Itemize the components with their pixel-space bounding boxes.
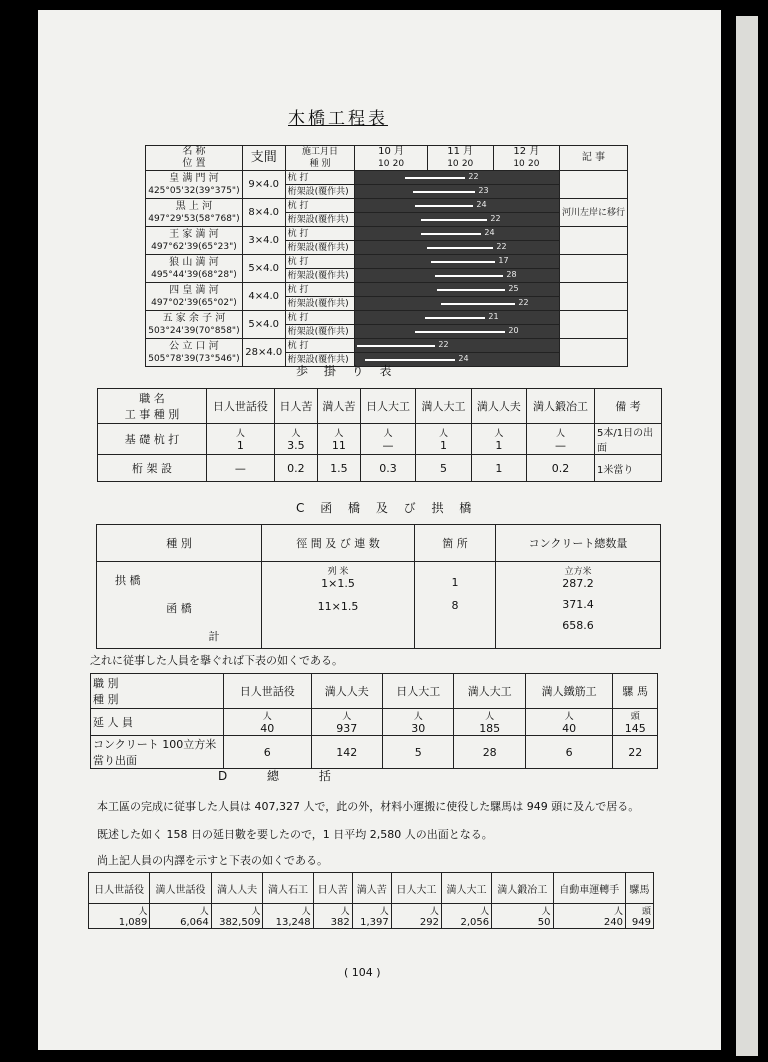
b-cell-value: 1 bbox=[439, 439, 447, 452]
unit-mark: 頭 bbox=[641, 907, 651, 917]
d-cell-value: 1,397 bbox=[360, 917, 389, 928]
gantt-bar bbox=[425, 317, 485, 319]
d-header-col: 日人世話役 bbox=[89, 873, 150, 904]
b-header-col: 備 考 bbox=[595, 389, 662, 424]
table-row bbox=[98, 455, 662, 482]
b-header-col: 満人人夫 bbox=[471, 389, 526, 424]
bridge-span: 8×4.0 bbox=[242, 199, 285, 227]
b-row-name: 基 礎 杭 打 bbox=[98, 424, 207, 455]
d-cell bbox=[313, 904, 352, 929]
gantt-cell bbox=[355, 269, 560, 283]
remark: 河川左岸に移行 bbox=[559, 199, 627, 227]
gantt-bar bbox=[435, 275, 503, 277]
d-header-col: 満人鍛冶工 bbox=[492, 873, 553, 904]
bridge-name: 狼 山 満 河 bbox=[169, 256, 219, 268]
c2-cell bbox=[382, 709, 453, 736]
gantt-bar-label: 17 bbox=[498, 256, 509, 265]
work-type: 桁架設(覆作共) bbox=[285, 353, 355, 367]
b-header-col: 満人大工 bbox=[416, 389, 471, 424]
b-header-col: 日人苦 bbox=[274, 389, 317, 424]
gantt-cell bbox=[355, 325, 560, 339]
c2-header-col: 満人人夫 bbox=[311, 674, 382, 709]
work-type: 杭 打 bbox=[285, 227, 355, 241]
c2-cell bbox=[525, 736, 613, 769]
gantt-bar-label: 20 bbox=[508, 326, 519, 335]
gantt-bar bbox=[413, 191, 475, 193]
b-cell-value: 1 bbox=[236, 439, 244, 452]
d-header-col: 日人苦 bbox=[313, 873, 352, 904]
gantt-bar bbox=[437, 289, 505, 291]
gantt-bar bbox=[365, 359, 455, 361]
unit-mark: 人 bbox=[438, 429, 448, 439]
gantt-bar-label: 22 bbox=[518, 298, 529, 307]
gantt-cell bbox=[355, 311, 560, 325]
b-cell-value: 3.5 bbox=[287, 439, 305, 452]
schedule-row bbox=[146, 171, 628, 185]
b-cell-value: — bbox=[555, 439, 567, 452]
bridge-name: 王 家 満 河 bbox=[169, 228, 219, 240]
c-row-name: 函 橋 bbox=[166, 602, 192, 615]
d-cell bbox=[352, 904, 391, 929]
page-title: 木橋工程表 bbox=[288, 109, 388, 129]
b-cell-value: — bbox=[234, 461, 246, 475]
unit-mark: 人 bbox=[199, 907, 209, 917]
b-cell-value: 0.3 bbox=[379, 461, 397, 475]
schedule-row bbox=[146, 283, 628, 297]
work-type: 桁架設(覆作共) bbox=[285, 269, 355, 283]
d-cell bbox=[211, 904, 263, 929]
summary-paragraph-2: 既述した如く 158 日の延日數を要したので，1 日平均 2,580 人の出面となる。 bbox=[97, 828, 493, 841]
work-type: 桁架設(覆作共) bbox=[285, 241, 355, 255]
gantt-bar-label: 22 bbox=[468, 172, 479, 181]
c2-cell-value: 142 bbox=[336, 745, 358, 759]
c2-header-col: 満人鐵筋工 bbox=[525, 674, 613, 709]
unit-mark: 人 bbox=[334, 429, 344, 439]
c-row-name: 拱 橋 bbox=[115, 574, 141, 587]
bridge-location: 495°44'39(68°28") bbox=[151, 269, 237, 280]
unit-mark: 人 bbox=[342, 712, 352, 722]
b-cell bbox=[274, 455, 317, 482]
d-cell bbox=[150, 904, 211, 929]
gantt-bar bbox=[357, 345, 435, 347]
unit-mark: 頭 bbox=[630, 712, 640, 722]
c2-cell-value: 5 bbox=[414, 745, 422, 759]
b-cell bbox=[416, 455, 471, 482]
b-header-col: 日人世話役 bbox=[207, 389, 275, 424]
bridge-name: 黒 上 河 bbox=[175, 200, 213, 212]
gantt-bar-label: 22 bbox=[496, 242, 507, 251]
unit-mark: 人 bbox=[301, 907, 311, 917]
d-cell-value: 50 bbox=[537, 917, 551, 928]
gantt-cell bbox=[355, 339, 560, 353]
unit-mark: 人 bbox=[429, 907, 439, 917]
gantt-cell bbox=[355, 255, 560, 269]
b-note: 1米當り bbox=[595, 455, 662, 482]
c2-cell bbox=[382, 736, 453, 769]
bridge-location: 497°62'39(65°23") bbox=[151, 241, 237, 252]
b-cell bbox=[416, 424, 471, 455]
bridge-location: 497°02'39(65°02") bbox=[151, 297, 237, 308]
bridge-name-cell bbox=[146, 227, 243, 255]
section-b-table bbox=[97, 388, 662, 482]
b-cell-value: — bbox=[382, 439, 394, 452]
b-cell-value: 0.2 bbox=[287, 461, 305, 475]
section-c2-table bbox=[90, 673, 658, 769]
schedule-table bbox=[145, 145, 628, 367]
d-header-col: 満人世話役 bbox=[150, 873, 211, 904]
c-row-qtys bbox=[496, 562, 661, 649]
b-cell-value: 1 bbox=[495, 461, 503, 475]
bridge-name: 四 皇 満 河 bbox=[169, 284, 219, 296]
c2-header-col: 騾 馬 bbox=[613, 674, 658, 709]
gantt-bar bbox=[421, 233, 481, 235]
page-number: ( 104 ) bbox=[344, 966, 381, 979]
d-cell-value: 382,509 bbox=[219, 917, 261, 928]
d-header-col: 満人人夫 bbox=[211, 873, 263, 904]
section-c-intro: 之れに従事した人員を擧ぐれば下表の如くである。 bbox=[90, 654, 343, 667]
gantt-bar-label: 24 bbox=[458, 354, 469, 363]
unit-mark: 人 bbox=[262, 712, 272, 722]
sched-header-remarks: 記 事 bbox=[559, 146, 627, 171]
c-total-label: 計 bbox=[208, 630, 220, 643]
remark bbox=[559, 171, 627, 199]
gantt-bar bbox=[405, 177, 465, 179]
c2-cell bbox=[613, 736, 658, 769]
gantt-bar-label: 22 bbox=[438, 340, 449, 349]
section-d-table bbox=[88, 872, 654, 929]
table-row bbox=[91, 709, 658, 736]
b-cell bbox=[527, 424, 595, 455]
c2-cell-value: 22 bbox=[628, 745, 643, 759]
remark bbox=[559, 227, 627, 255]
bridge-name: 公 立 口 河 bbox=[169, 340, 219, 352]
c2-cell-value: 185 bbox=[479, 722, 501, 735]
gantt-cell bbox=[355, 185, 560, 199]
bridge-location: 497°29'53(58°768") bbox=[148, 213, 240, 224]
remark bbox=[559, 255, 627, 283]
table-row bbox=[98, 424, 662, 455]
d-cell bbox=[441, 904, 491, 929]
unit-mark: 人 bbox=[564, 712, 574, 722]
d-cell bbox=[89, 904, 150, 929]
d-cell bbox=[626, 904, 654, 929]
b-note: 5本/1日の出面 bbox=[595, 424, 662, 455]
gantt-bar-label: 24 bbox=[484, 228, 495, 237]
gantt-bar-label: 25 bbox=[508, 284, 519, 293]
d-cell-value: 292 bbox=[419, 917, 439, 928]
gantt-cell bbox=[355, 227, 560, 241]
b-header-col: 満人鍛冶工 bbox=[527, 389, 595, 424]
c2-cell bbox=[224, 736, 312, 769]
unit-mark: 人 bbox=[383, 429, 393, 439]
b-cell bbox=[207, 455, 275, 482]
work-type: 杭 打 bbox=[285, 311, 355, 325]
gantt-cell bbox=[355, 297, 560, 311]
bridge-name-cell bbox=[146, 311, 243, 339]
gantt-cell bbox=[355, 241, 560, 255]
d-header-col: 騾馬 bbox=[626, 873, 654, 904]
sched-header-work: 施工月日 種 別 bbox=[285, 146, 355, 171]
c2-cell-value: 937 bbox=[336, 722, 358, 735]
work-type: 杭 打 bbox=[285, 283, 355, 297]
c-unit-qty: 立方米 bbox=[564, 567, 592, 577]
b-cell-value: 1 bbox=[495, 439, 503, 452]
b-header-type: 職 名 工 事 種 別 bbox=[98, 389, 207, 424]
bridge-name: 五 家 余 子 河 bbox=[162, 312, 226, 324]
gantt-cell bbox=[355, 171, 560, 185]
section-d-title: D 總 括 bbox=[218, 769, 349, 783]
gantt-bar-label: 23 bbox=[478, 186, 489, 195]
bridge-span: 5×4.0 bbox=[242, 255, 285, 283]
d-header-col: 自動車運轉手 bbox=[553, 873, 626, 904]
unit-mark: 人 bbox=[235, 429, 245, 439]
b-header-col: 満人苦 bbox=[317, 389, 360, 424]
gantt-bar-label: 21 bbox=[488, 312, 499, 321]
b-cell bbox=[471, 455, 526, 482]
c-qty-value: 287.2 bbox=[562, 577, 594, 590]
c2-cell-value: 6 bbox=[263, 745, 271, 759]
gantt-bar-label: 24 bbox=[476, 200, 487, 209]
d-header-col: 満人石工 bbox=[263, 873, 313, 904]
c2-cell bbox=[311, 736, 382, 769]
unit-mark: 人 bbox=[556, 429, 566, 439]
c-row-counts bbox=[415, 562, 496, 649]
bridge-span: 3×4.0 bbox=[242, 227, 285, 255]
c-header-count: 箇 所 bbox=[415, 525, 496, 562]
b-cell-value: 5 bbox=[439, 461, 447, 475]
bridge-span: 5×4.0 bbox=[242, 311, 285, 339]
d-cell-value: 13,248 bbox=[275, 917, 311, 928]
bridge-name-cell bbox=[146, 171, 243, 199]
gantt-cell bbox=[355, 199, 560, 213]
b-cell bbox=[207, 424, 275, 455]
schedule-row bbox=[146, 199, 628, 213]
table-row bbox=[91, 736, 658, 769]
remark bbox=[559, 339, 627, 367]
gantt-bar bbox=[427, 247, 493, 249]
bridge-location: 505°78'39(73°546") bbox=[148, 353, 240, 364]
gantt-bar bbox=[431, 261, 495, 263]
c2-cell bbox=[613, 709, 658, 736]
d-cell-value: 949 bbox=[631, 917, 651, 928]
gantt-bar-label: 22 bbox=[490, 214, 501, 223]
unit-mark: 人 bbox=[480, 907, 490, 917]
b-cell-value: 1.5 bbox=[330, 461, 348, 475]
c-count-value: 1 bbox=[451, 576, 459, 589]
bridge-name: 皇 满 門 河 bbox=[169, 172, 219, 184]
c-total-value: 658.6 bbox=[562, 619, 594, 632]
c2-cell-value: 40 bbox=[260, 722, 275, 735]
b-cell-value: 11 bbox=[331, 439, 346, 452]
d-cell-value: 1,089 bbox=[118, 917, 148, 928]
bridge-location: 425°05'32(39°375") bbox=[148, 185, 240, 196]
d-cell bbox=[263, 904, 313, 929]
c-header-span: 徑 間 及 び 連 数 bbox=[262, 525, 415, 562]
gantt-cell bbox=[355, 213, 560, 227]
d-header-col: 日人大工 bbox=[391, 873, 441, 904]
c-unit-span: 列 米 bbox=[327, 567, 349, 577]
b-cell bbox=[360, 455, 415, 482]
summary-paragraph-1: 本工區の完成に従事した人員は 407,327 人で，此の外，材料小運搬に使役した騾馬は 949 頭に及んで居る。 bbox=[97, 800, 640, 813]
c2-cell-value: 145 bbox=[624, 722, 646, 735]
c2-cell bbox=[454, 736, 525, 769]
gantt-bar-label: 28 bbox=[506, 270, 517, 279]
b-cell bbox=[360, 424, 415, 455]
schedule-row bbox=[146, 339, 628, 353]
section-c-title: C 函 橋 及 び 拱 橋 bbox=[296, 501, 478, 515]
work-type: 杭 打 bbox=[285, 255, 355, 269]
gantt-bar bbox=[441, 303, 515, 305]
b-cell-value: 0.2 bbox=[551, 461, 570, 475]
unit-mark: 人 bbox=[379, 907, 389, 917]
b-cell bbox=[274, 424, 317, 455]
gantt-bar bbox=[415, 331, 505, 333]
gantt-bar bbox=[421, 219, 487, 221]
bridge-span: 9×4.0 bbox=[242, 171, 285, 199]
sched-header-name: 名 称 位 置 bbox=[146, 146, 243, 171]
b-cell bbox=[317, 424, 360, 455]
d-cell-value: 382 bbox=[330, 917, 350, 928]
work-type: 杭 打 bbox=[285, 199, 355, 213]
b-row-name: 桁 架 設 bbox=[98, 455, 207, 482]
schedule-row bbox=[146, 227, 628, 241]
c-qty-value: 371.4 bbox=[562, 598, 594, 611]
page-edge bbox=[736, 16, 758, 1056]
b-cell bbox=[471, 424, 526, 455]
work-type: 桁架設(覆作共) bbox=[285, 213, 355, 227]
c2-header-col: 満人大工 bbox=[454, 674, 525, 709]
c2-cell-value: 28 bbox=[482, 745, 497, 759]
c2-header-type: 職 別 種 別 bbox=[91, 674, 224, 709]
c2-cell-value: 6 bbox=[565, 745, 573, 759]
schedule-row bbox=[146, 255, 628, 269]
schedule-row bbox=[146, 311, 628, 325]
c-span-value: 11×1.5 bbox=[317, 600, 359, 613]
d-cell-value: 240 bbox=[603, 917, 624, 928]
bridge-span: 4×4.0 bbox=[242, 283, 285, 311]
gantt-bar bbox=[415, 205, 473, 207]
bridge-span: 28×4.0 bbox=[242, 339, 285, 367]
c2-cell bbox=[525, 709, 613, 736]
summary-paragraph-3: 尚上記人員の内譯を示すと下表の如くである。 bbox=[97, 854, 328, 867]
d-cell-value: 2,056 bbox=[460, 917, 490, 928]
c2-cell-value: 40 bbox=[562, 722, 577, 735]
unit-mark: 人 bbox=[251, 907, 261, 917]
sched-header-span: 支間 bbox=[242, 146, 285, 171]
c-header-qty: コンクリート總数量 bbox=[496, 525, 661, 562]
b-cell bbox=[527, 455, 595, 482]
d-header-col: 満人苦 bbox=[352, 873, 391, 904]
c2-row-name: コンクリート 100立方米當り出面 bbox=[91, 736, 224, 769]
unit-mark: 人 bbox=[541, 907, 551, 917]
c2-cell-value: 30 bbox=[411, 722, 426, 735]
unit-mark: 人 bbox=[485, 712, 495, 722]
d-cell-value: 6,064 bbox=[180, 917, 209, 928]
b-header-col: 日人大工 bbox=[360, 389, 415, 424]
unit-mark: 人 bbox=[138, 907, 148, 917]
work-type: 桁架設(覆作共) bbox=[285, 325, 355, 339]
unit-mark: 人 bbox=[291, 429, 301, 439]
work-type: 桁架設(覆作共) bbox=[285, 185, 355, 199]
bridge-name-cell bbox=[146, 339, 243, 367]
unit-mark: 人 bbox=[494, 429, 504, 439]
c2-row-name: 延 人 員 bbox=[91, 709, 224, 736]
c-span-value: 1×1.5 bbox=[321, 577, 355, 590]
d-cell bbox=[391, 904, 441, 929]
d-cell bbox=[492, 904, 553, 929]
d-cell bbox=[553, 904, 626, 929]
bridge-name-cell bbox=[146, 199, 243, 227]
sched-header-oct: 10 月 10 20 bbox=[355, 146, 427, 171]
bridge-name-cell bbox=[146, 255, 243, 283]
sched-header-nov: 11 月 10 20 bbox=[427, 146, 493, 171]
unit-mark: 人 bbox=[340, 907, 350, 917]
c2-header-col: 日人世話役 bbox=[224, 674, 312, 709]
section-c-table bbox=[96, 524, 661, 649]
sched-header-dec: 12 月 10 20 bbox=[493, 146, 559, 171]
c-count-value: 8 bbox=[451, 599, 459, 612]
b-cell bbox=[317, 455, 360, 482]
bridge-name-cell bbox=[146, 283, 243, 311]
work-type: 桁架設(覆作共) bbox=[285, 297, 355, 311]
c-row-names bbox=[97, 562, 262, 649]
remark bbox=[559, 311, 627, 339]
c2-header-col: 日人大工 bbox=[382, 674, 453, 709]
c2-cell bbox=[311, 709, 382, 736]
work-type: 杭 打 bbox=[285, 339, 355, 353]
bridge-location: 503°24'39(70°858") bbox=[148, 325, 240, 336]
d-header-col: 満人大工 bbox=[441, 873, 491, 904]
c-header-type: 種 別 bbox=[97, 525, 262, 562]
work-type: 杭 打 bbox=[285, 171, 355, 185]
c2-cell bbox=[454, 709, 525, 736]
unit-mark: 人 bbox=[614, 907, 624, 917]
c2-cell bbox=[224, 709, 312, 736]
unit-mark: 人 bbox=[413, 712, 423, 722]
gantt-cell bbox=[355, 283, 560, 297]
c-row-spans bbox=[262, 562, 415, 649]
remark bbox=[559, 283, 627, 311]
section-b-title: 歩 掛 り 表 bbox=[296, 364, 398, 378]
